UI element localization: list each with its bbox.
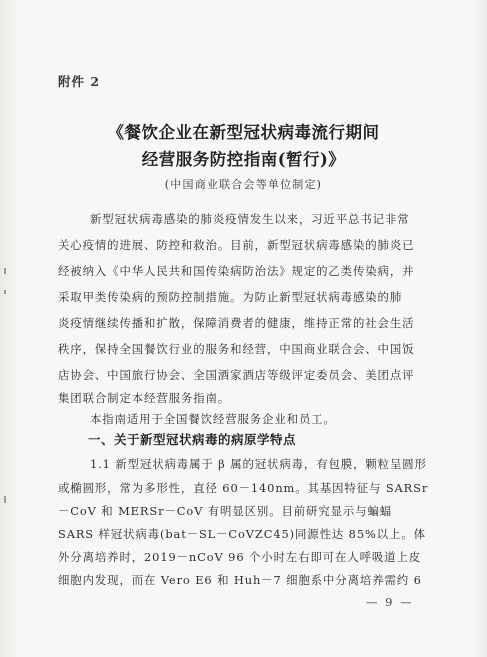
intro-line: 采取甲类传染病的预防控制措施。为防止新型冠状病毒感染的肺 — [58, 290, 403, 304]
intro-line: 集团联合制定本经营服务指南。 — [58, 391, 231, 405]
section-line: 细胞内发现，而在 Vero E6 和 Huh－7 细胞系中分离培养需约 6 — [58, 573, 422, 587]
intro-line: 经被纳入《中华人民共和国传染病防治法》规定的乙类传染病，并 — [58, 264, 415, 278]
section-line: 或椭圆形，常为多形性，直径 60－140nm。其基因特征与 SARSr — [58, 481, 429, 495]
section-line: SARS 样冠状病毒(bat－SL－CoVZC45)同源性达 85%以上。体 — [58, 527, 426, 541]
intro-line: 秩序，保持全国餐饮行业的服务和经营，中国商业联合会、中国饭 — [58, 342, 415, 356]
scan-artifact — [4, 290, 6, 294]
document-title-line-1: 《餐饮企业在新型冠状病毒流行期间 — [107, 123, 380, 142]
section-line: 外分离培养时，2019－nCoV 96 个小时左右即可在人呼吸道上皮 — [58, 550, 422, 564]
document-title-line-2: 经营服务防控指南(暂行)》 — [141, 150, 346, 169]
scan-artifact — [4, 496, 6, 503]
section-line: 1.1 新型冠状病毒属于 β 属的冠状病毒，有包膜，颗粒呈圆形 — [90, 457, 427, 471]
intro-line: 关心疫情的进展、防控和救治。目前，新型冠状病毒感染的肺炎已 — [58, 238, 415, 252]
scope-line: 本指南适用于全国餐饮经营服务企业和员工。 — [90, 412, 336, 426]
section-line: －CoV 和 MERSr－CoV 有明显区别。目前研究显示与蝙蝠 — [58, 504, 393, 518]
intro-line: 新型冠状病毒感染的肺炎疫情发生以来，习近平总书记非常 — [90, 212, 410, 226]
section-heading: 一、关于新型冠状病毒的病原学特点 — [88, 432, 297, 447]
intro-line: 炎疫情继续传播和扩散，保障消费者的健康，维持正常的社会生活 — [58, 316, 415, 330]
page-number: — 9 — — [366, 595, 414, 609]
scan-artifact — [4, 268, 6, 274]
document-subtitle: (中国商业联合会等单位制定) — [164, 178, 323, 191]
intro-line: 店协会、中国旅行协会、全国酒家酒店等级评定委员会、美团点评 — [58, 368, 415, 382]
attachment-label: 附件 2 — [58, 74, 101, 89]
